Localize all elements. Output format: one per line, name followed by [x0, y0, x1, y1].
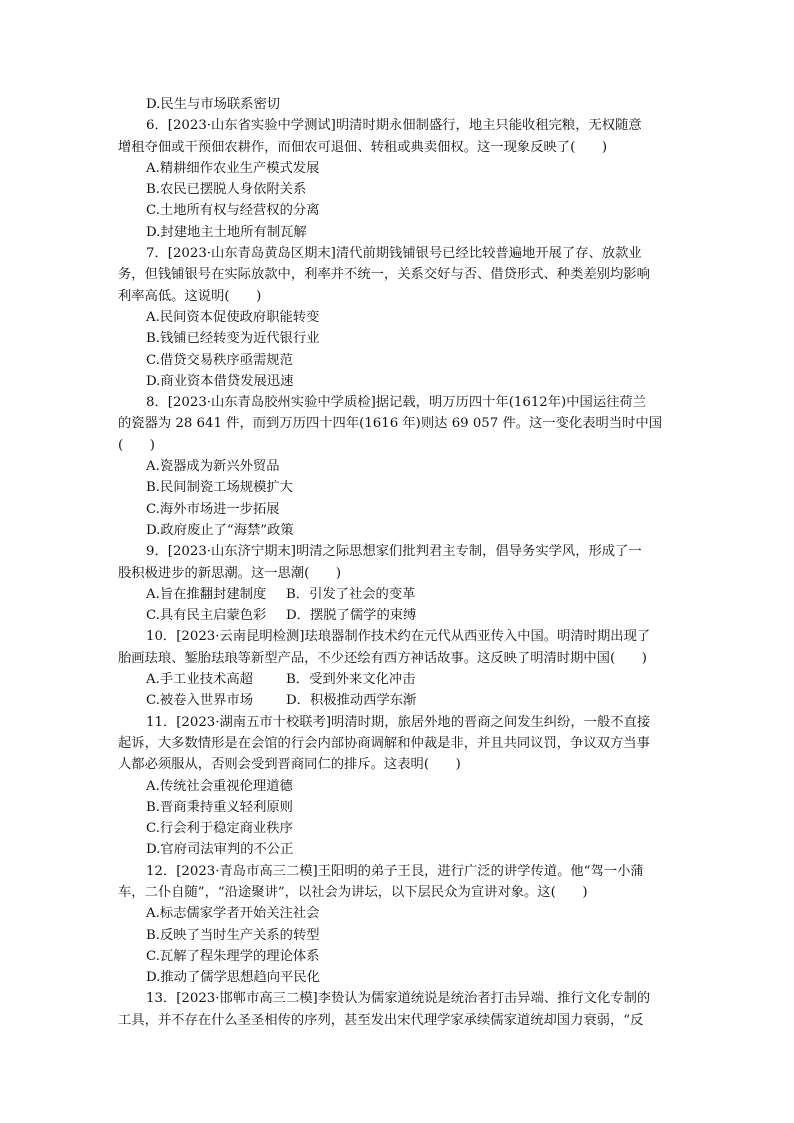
option-line: D.政府废止了“海禁”政策 [146, 522, 294, 538]
option-line: B.晋商秉持重义轻利原则 [146, 799, 293, 815]
option-line: D.推动了儒学思想趋向平民化 [146, 970, 320, 986]
option-text: C.被卷入世界市场 [146, 693, 254, 709]
text-line: 股积极进步的新思潮。这一思潮( ) [118, 565, 342, 581]
option-line: A.标志儒家学者开始关注社会 [146, 906, 320, 922]
option-text: B．引发了社会的变革 [286, 586, 416, 602]
option-row [118, 584, 678, 605]
option-line: B.农民已摆脱人身依附关系 [146, 182, 307, 198]
option-row [118, 690, 678, 711]
option-text: D．积极推动西学东渐 [286, 693, 417, 709]
option-line: A.民间资本促使政府职能转变 [146, 309, 320, 325]
question-line: 7．[2023·山东青岛黄岛区期末]清代前期钱铺银号已经比较普遍地开展了存、放款业 [146, 246, 642, 262]
option-line: C.借贷交易秩序亟需规范 [146, 352, 293, 368]
option-line: A.精耕细作农业生产模式发展 [146, 160, 320, 176]
option-text: C.具有民主启蒙色彩 [146, 608, 267, 624]
option-line: B.民间制瓷工场规模扩大 [146, 480, 293, 496]
option-line: D.封建地主土地所有制瓦解 [146, 224, 307, 240]
text-line: ( ) [118, 437, 155, 453]
option-line: C.土地所有权与经营权的分离 [146, 203, 320, 219]
option-line: C.行会利于稳定商业秩序 [146, 821, 293, 837]
text-line: 胎画珐琅、錾胎珐琅等新型产品，不少还绘有西方神话故事。这反映了明清时期中国( ) [118, 650, 647, 666]
question-line: 13．[2023·邯郸市高三二模]李贽认为儒家道统说是统治者打击异端、推行文化专制的 [146, 991, 651, 1007]
option-text: B．受到外来文化冲击 [286, 672, 416, 688]
option-text: A.旨在推翻封建制度 [146, 586, 267, 602]
text-line: 车，二仆自随”，“沿途聚讲”，以社会为讲坛，以下层民众为宣讲对象。这( ) [118, 884, 588, 900]
question-line: 9．[2023·山东济宁期末]明清之际思想家们批判君主专制，倡导务实学风，形成了一 [146, 544, 642, 560]
question-line: 10．[2023·云南昆明检测]珐琅器制作技术约在元代从西亚传入中国。明清时期出现了 [146, 629, 651, 645]
question-line: 6．[2023·山东省实验中学测试]明清时期永佃制盛行，地主只能收租完粮，无权随意 [146, 118, 642, 134]
option-line: A.瓷器成为新兴外贸品 [146, 459, 280, 475]
text-line: 人都必须服从，否则会受到晋商同仁的排斥。这表明( ) [118, 757, 461, 773]
option-text: A.手工业技术高超 [146, 672, 253, 688]
question-line: 8．[2023·山东青岛胶州实验中学质检]据记载，明万历四十年(1612年)中国运往荷兰 [146, 395, 647, 411]
option-row [118, 669, 678, 690]
document-body [118, 94, 678, 1031]
question-line: 11．[2023·湖南五市十校联考]明清时期，旅居外地的晋商之间发生纠纷，一般不直接 [146, 714, 651, 730]
text-line: 利率高低。这说明( ) [118, 288, 262, 304]
text-line: 务，但钱铺银号在实际放款中，利率并不统一，关系交好与否、借贷形式、种类差别均影响 [118, 267, 650, 283]
option-line: D.民生与市场联系密切 [146, 97, 281, 112]
option-row [118, 605, 678, 626]
text-line: 增租夺佃或干预佃农耕作，而佃农可退佃、转租或典卖佃权。这一现象反映了( ) [118, 139, 608, 155]
text-line: 的瓷器为 28 641 件，而到万历四十四年(1616 年)则达 69 057 件。这一变化表明当时中国 [118, 416, 663, 432]
option-line: B.钱铺已经转变为近代银行业 [146, 331, 320, 347]
option-text: D．摆脱了儒学的束缚 [286, 608, 417, 624]
option-line: A.传统社会重视伦理道德 [146, 778, 293, 794]
option-line: D.官府司法审判的不公正 [146, 842, 294, 858]
text-line: 起诉，大多数情形是在会馆的行会内部协商调解和仲裁是非，并且共同议罚，争议双方当事 [118, 735, 650, 751]
option-line: D.商业资本借贷发展迅速 [146, 373, 294, 389]
text-line: 工具，并不存在什么圣圣相传的序列，甚至发出宋代理学家承续儒家道统却国力衰弱，“反 [118, 1012, 644, 1028]
question-line: 12．[2023·青岛市高三二模]王阳明的弟子王艮，进行广泛的讲学传道。他“驾一小蒲 [146, 863, 644, 879]
option-line: C.海外市场进一步拓展 [146, 501, 280, 517]
option-line: C.瓦解了程朱理学的理论体系 [146, 948, 320, 964]
option-line: B.反映了当时生产关系的转型 [146, 927, 320, 943]
